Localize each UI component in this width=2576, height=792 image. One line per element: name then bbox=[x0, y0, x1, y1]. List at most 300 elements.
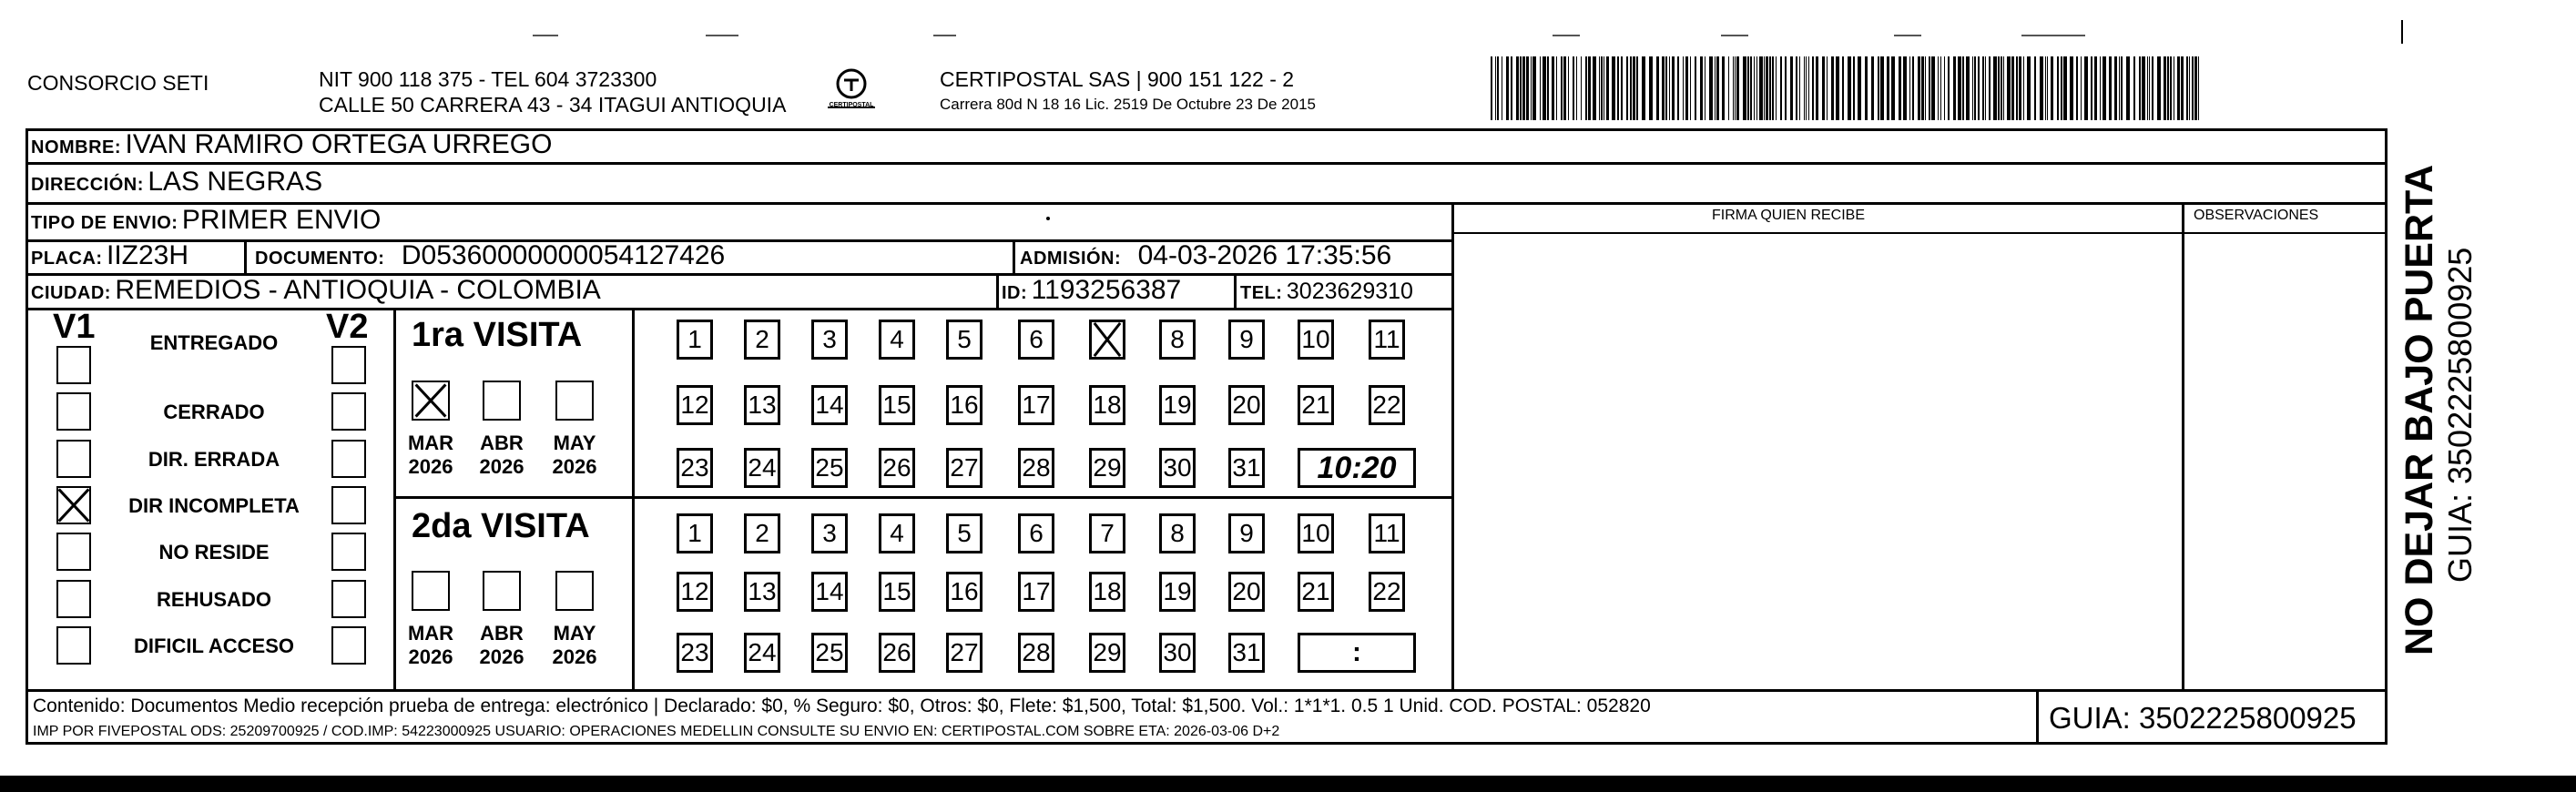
barcode-bar bbox=[1656, 56, 1659, 120]
visit2-day-box[interactable]: 21 bbox=[1298, 572, 1334, 612]
imp-line: IMP POR FIVEPOSTAL ODS: 25209700925 / COD.IMP: 54223000925 USUARIO: OPERACIONES MEDELLIN CONSULTE SU ENVIO EN: CERTIPOSTAL.COM SOBRE ETA: 2026-03-06 D+2 bbox=[33, 724, 1280, 739]
visit2-day-box[interactable]: 22 bbox=[1369, 572, 1405, 612]
visit1-day-box[interactable]: 21 bbox=[1298, 385, 1334, 425]
barcode-bar bbox=[1532, 56, 1536, 120]
placa-label: PLACA: bbox=[31, 249, 103, 269]
visit2-day-box[interactable]: 31 bbox=[1228, 633, 1265, 673]
barcode-bar bbox=[1831, 56, 1834, 120]
visit1-day-box[interactable]: 10 bbox=[1298, 320, 1334, 360]
barcode-bar bbox=[1858, 56, 1861, 120]
barcode-bar bbox=[1581, 56, 1582, 120]
barcode-bar bbox=[1993, 56, 1997, 120]
barcode-bar bbox=[1804, 56, 1805, 120]
v1-checkbox[interactable] bbox=[56, 440, 91, 478]
barcode-bar bbox=[1716, 56, 1719, 120]
visit1-day-box[interactable]: 9 bbox=[1228, 320, 1265, 360]
observaciones-label: OBSERVACIONES bbox=[2194, 208, 2319, 223]
barcode-bar bbox=[1630, 56, 1632, 120]
barcode-bar bbox=[2139, 56, 2141, 120]
barcode-bar bbox=[1816, 56, 1818, 120]
month-label bbox=[470, 622, 534, 669]
barcode bbox=[1491, 56, 2206, 120]
v1-checkbox[interactable] bbox=[56, 533, 91, 571]
barcode-bar bbox=[1925, 56, 1926, 120]
barcode-bar bbox=[1612, 56, 1615, 120]
barcode-bar bbox=[1808, 56, 1809, 120]
visit2-title: 2da VISITA bbox=[412, 507, 590, 545]
barcode-bar bbox=[1978, 56, 1980, 120]
barcode-bar bbox=[1812, 56, 1814, 120]
row-divider bbox=[25, 162, 2388, 165]
visit2-day-box[interactable]: 4 bbox=[879, 513, 915, 553]
visit2-day-box[interactable]: 23 bbox=[677, 633, 713, 673]
barcode-bar bbox=[2167, 56, 2169, 120]
visit2-day-box[interactable]: 25 bbox=[811, 633, 848, 673]
stray-dot bbox=[1046, 217, 1050, 220]
barcode-bar bbox=[1520, 56, 1522, 120]
barcode-bar bbox=[2040, 56, 2043, 120]
barcode-bar bbox=[1769, 56, 1771, 120]
status-label: DIFICIL ACCESO bbox=[133, 635, 294, 657]
ciudad-row bbox=[31, 275, 601, 306]
barcode-bar bbox=[1722, 56, 1725, 120]
v1-checkbox[interactable] bbox=[56, 392, 91, 431]
barcode-bar bbox=[1526, 56, 1529, 120]
barcode-bar bbox=[2027, 56, 2031, 120]
barcode-bar bbox=[1756, 56, 1757, 120]
month-name: MAY bbox=[553, 622, 596, 645]
scan-mark bbox=[706, 35, 738, 36]
barcode-bar bbox=[1865, 56, 1868, 120]
month-name: ABR bbox=[480, 622, 524, 645]
visit1-day-box[interactable]: 20 bbox=[1228, 385, 1265, 425]
barcode-bar bbox=[1912, 56, 1914, 120]
visit1-day-box[interactable]: 2 bbox=[744, 320, 780, 360]
barcode-bar bbox=[1790, 56, 1793, 120]
visit1-day-box[interactable]: 24 bbox=[744, 448, 780, 488]
visit2-day-box[interactable]: 1 bbox=[677, 513, 713, 553]
barcode-bar bbox=[1827, 56, 1828, 120]
barcode-bar bbox=[1588, 56, 1591, 120]
visit1-day-box[interactable]: 29 bbox=[1089, 448, 1125, 488]
visit1-day-box[interactable]: 12 bbox=[677, 385, 713, 425]
barcode-bar bbox=[2007, 56, 2011, 120]
visit1-day-box[interactable]: 3 bbox=[811, 320, 848, 360]
barcode-bar bbox=[1672, 56, 1675, 120]
month-year: 2026 bbox=[552, 645, 597, 668]
barcode-bar bbox=[2114, 56, 2117, 120]
barcode-bar bbox=[1871, 56, 1874, 120]
barcode-bar bbox=[2016, 56, 2018, 120]
visit2-day-box[interactable]: 28 bbox=[1018, 633, 1054, 673]
barcode-bar bbox=[1899, 56, 1901, 120]
visit2-day-box[interactable]: 9 bbox=[1228, 513, 1265, 553]
barcode-bar bbox=[1736, 56, 1739, 120]
visit1-day-box[interactable]: 25 bbox=[811, 448, 848, 488]
col-divider bbox=[1234, 273, 1237, 308]
month-year: 2026 bbox=[479, 645, 524, 668]
v2-checkbox[interactable] bbox=[331, 486, 366, 524]
footer-guia: GUIA: 3502225800925 bbox=[2049, 701, 2357, 735]
barcode-bar bbox=[1806, 56, 1807, 120]
barcode-bar bbox=[1695, 56, 1696, 120]
scan-mark bbox=[2401, 20, 2403, 44]
nombre-value: IVAN RAMIRO ORTEGA URREGO bbox=[125, 129, 553, 159]
barcode-bar bbox=[1766, 56, 1768, 120]
barcode-bar bbox=[2119, 56, 2120, 120]
barcode-bar bbox=[1573, 56, 1574, 120]
barcode-bar bbox=[1495, 56, 1496, 120]
barcode-bar bbox=[1998, 56, 2000, 120]
visit1-day-box[interactable]: 19 bbox=[1159, 385, 1196, 425]
month-checkbox[interactable] bbox=[483, 381, 521, 421]
month-label bbox=[399, 622, 463, 669]
barcode-bar bbox=[2126, 56, 2130, 120]
month-checkbox[interactable] bbox=[483, 571, 521, 611]
col-divider bbox=[2182, 202, 2184, 689]
footer-divider bbox=[25, 689, 2388, 692]
visit2-day-box[interactable]: 8 bbox=[1159, 513, 1196, 553]
visit1-day-box[interactable] bbox=[1089, 320, 1125, 360]
barcode-bar bbox=[1642, 56, 1645, 120]
visit1-day-box[interactable]: 27 bbox=[946, 448, 983, 488]
barcode-bar bbox=[1552, 56, 1554, 120]
barcode-bar bbox=[1918, 56, 1920, 120]
visit1-day-box[interactable]: 22 bbox=[1369, 385, 1405, 425]
barcode-bar bbox=[2157, 56, 2161, 120]
scan-mark bbox=[2021, 35, 2085, 36]
visit1-day-box[interactable]: 4 bbox=[879, 320, 915, 360]
barcode-bar bbox=[1938, 56, 1939, 120]
barcode-bar bbox=[1743, 56, 1746, 120]
visit2-day-box[interactable]: 14 bbox=[811, 572, 848, 612]
barcode-bar bbox=[2045, 56, 2046, 120]
barcode-bar bbox=[2192, 56, 2194, 120]
barcode-bar bbox=[1728, 56, 1729, 120]
visit1-day-box[interactable]: 11 bbox=[1369, 320, 1405, 360]
barcode-bar bbox=[1506, 56, 1509, 120]
visit1-day-box[interactable]: 28 bbox=[1018, 448, 1054, 488]
firma-header-divider bbox=[1451, 232, 2388, 234]
month-label bbox=[470, 432, 534, 479]
barcode-bar bbox=[1880, 56, 1884, 120]
barcode-bar bbox=[2189, 56, 2190, 120]
barcode-bar bbox=[1735, 56, 1736, 120]
barcode-bar bbox=[2164, 56, 2166, 120]
barcode-bar bbox=[2198, 56, 2199, 120]
barcode-bar bbox=[1972, 56, 1973, 120]
visit1-day-box[interactable]: 5 bbox=[946, 320, 983, 360]
barcode-bar bbox=[1944, 56, 1945, 120]
barcode-bar bbox=[1747, 56, 1749, 120]
barcode-bar bbox=[1982, 56, 1984, 120]
barcode-bar bbox=[2034, 56, 2036, 120]
address-line: CALLE 50 CARRERA 43 - 34 ITAGUI ANTIOQUIA bbox=[319, 93, 787, 117]
visit2-day-box[interactable]: 13 bbox=[744, 572, 780, 612]
barcode-bar bbox=[1563, 56, 1566, 120]
barcode-bar bbox=[2170, 56, 2172, 120]
status-label: DIR INCOMPLETA bbox=[128, 494, 300, 517]
barcode-bar bbox=[2061, 56, 2062, 120]
v2-checkbox[interactable] bbox=[331, 533, 366, 571]
barcode-bar bbox=[2057, 56, 2059, 120]
barcode-bar bbox=[2070, 56, 2073, 120]
month-checkbox[interactable] bbox=[555, 381, 594, 421]
visit-divider bbox=[393, 496, 1451, 499]
barcode-bar bbox=[1685, 56, 1688, 120]
tel-value: 3023629310 bbox=[1286, 279, 1413, 304]
visit2-day-box[interactable]: 15 bbox=[879, 572, 915, 612]
id-value: 1193256387 bbox=[1031, 275, 1182, 305]
visit2-day-box[interactable]: 29 bbox=[1089, 633, 1125, 673]
visit1-day-box[interactable]: 26 bbox=[879, 448, 915, 488]
visit2-day-box[interactable]: 19 bbox=[1159, 572, 1196, 612]
barcode-bar bbox=[1511, 56, 1512, 120]
no-dejar-text: NO DEJAR BAJO PUERTA bbox=[2398, 164, 2441, 655]
barcode-bar bbox=[2051, 56, 2053, 120]
visit2-day-box[interactable]: 12 bbox=[677, 572, 713, 612]
barcode-bar bbox=[1958, 56, 1961, 120]
nombre-row bbox=[31, 129, 552, 160]
month-checkbox[interactable] bbox=[412, 571, 450, 611]
barcode-bar bbox=[1700, 56, 1703, 120]
id-label: ID: bbox=[1002, 283, 1028, 303]
visit1-day-box[interactable]: 30 bbox=[1159, 448, 1196, 488]
visit2-day-box[interactable]: 20 bbox=[1228, 572, 1265, 612]
admision-value: 04-03-2026 17:35:56 bbox=[1137, 240, 1392, 270]
barcode-bar bbox=[2003, 56, 2004, 120]
col-divider bbox=[996, 273, 999, 308]
visit2-day-box[interactable]: 6 bbox=[1018, 513, 1054, 553]
ciudad-label: CIUDAD: bbox=[31, 283, 111, 303]
barcode-bar bbox=[1799, 56, 1800, 120]
barcode-bar bbox=[1842, 56, 1844, 120]
v1-checkbox[interactable] bbox=[56, 486, 91, 524]
documento-row bbox=[255, 240, 725, 271]
visit2-day-box[interactable]: 7 bbox=[1089, 513, 1125, 553]
visit1-day-box[interactable]: 1 bbox=[677, 320, 713, 360]
visit2-day-box[interactable]: 26 bbox=[879, 633, 915, 673]
visit2-day-box[interactable]: 17 bbox=[1018, 572, 1054, 612]
col-divider bbox=[2036, 689, 2039, 745]
barcode-bar bbox=[2084, 56, 2088, 120]
month-label bbox=[399, 432, 463, 479]
barcode-bar bbox=[1540, 56, 1541, 120]
barcode-bar bbox=[1909, 56, 1910, 120]
firma-label: FIRMA QUIEN RECIBE bbox=[1712, 208, 1866, 223]
barcode-bar bbox=[1491, 56, 1492, 120]
barcode-bar bbox=[1853, 56, 1855, 120]
barcode-bar bbox=[1621, 56, 1623, 120]
visit1-day-box[interactable]: 13 bbox=[744, 385, 780, 425]
documento-label: DOCUMENTO: bbox=[255, 249, 385, 269]
scan-mark bbox=[933, 35, 956, 36]
tipo-label: TIPO DE ENVIO: bbox=[31, 213, 178, 233]
placa-value: IIZ23H bbox=[107, 240, 189, 270]
visit1-day-box[interactable]: 8 bbox=[1159, 320, 1196, 360]
visit2-day-box[interactable]: 30 bbox=[1159, 633, 1196, 673]
row-divider bbox=[25, 308, 1451, 310]
visit2-day-box[interactable]: 16 bbox=[946, 572, 983, 612]
visit2-day-box[interactable]: 18 bbox=[1089, 572, 1125, 612]
month-checkbox[interactable] bbox=[555, 571, 594, 611]
barcode-bar bbox=[1764, 56, 1765, 120]
barcode-bar bbox=[1903, 56, 1907, 120]
visit1-day-box[interactable]: 31 bbox=[1228, 448, 1265, 488]
barcode-bar bbox=[2076, 56, 2078, 120]
content-line: Contenido: Documentos Medio recepción prueba de entrega: electrónico | Declarado: $0, % Seguro: $0, Otros: $0, Flete: $1,500, Total: $1,500. Vol.: 1*1*1. 0.5 1 Unid. COD. POSTAL: 052820 bbox=[33, 696, 1651, 716]
barcode-bar bbox=[1599, 56, 1600, 120]
barcode-bar bbox=[2121, 56, 2123, 120]
barcode-bar bbox=[1556, 56, 1557, 120]
v2-checkbox[interactable] bbox=[331, 392, 366, 431]
tipo-row bbox=[31, 205, 381, 236]
barcode-bar bbox=[2149, 56, 2150, 120]
month-year: 2026 bbox=[479, 455, 524, 478]
v1-checkbox[interactable] bbox=[56, 580, 91, 618]
barcode-bar bbox=[1516, 56, 1519, 120]
license-line: Carrera 80d N 18 16 Lic. 2519 De Octubre 23 De 2015 bbox=[940, 96, 1316, 113]
barcode-bar bbox=[2023, 56, 2024, 120]
barcode-bar bbox=[2181, 56, 2184, 120]
barcode-bar bbox=[2019, 56, 2021, 120]
barcode-bar bbox=[2011, 56, 2014, 120]
visit1-day-box[interactable]: 16 bbox=[946, 385, 983, 425]
v1-checkbox[interactable] bbox=[56, 346, 91, 384]
visit2-day-box[interactable]: 11 bbox=[1369, 513, 1405, 553]
barcode-bar bbox=[1633, 56, 1635, 120]
barcode-bar bbox=[1754, 56, 1755, 120]
visit1-time-box[interactable]: 10:20 bbox=[1298, 448, 1416, 488]
barcode-bar bbox=[1948, 56, 1950, 120]
barcode-bar bbox=[1715, 56, 1716, 120]
barcode-bar bbox=[1878, 56, 1879, 120]
scan-mark bbox=[533, 35, 558, 36]
barcode-bar bbox=[1962, 56, 1964, 120]
side-guia-text: GUIA: 3502225800925 bbox=[2441, 247, 2479, 583]
barcode-bar bbox=[1522, 56, 1525, 120]
barcode-bar bbox=[2081, 56, 2082, 120]
barcode-bar bbox=[1772, 56, 1774, 120]
barcode-bar bbox=[1665, 56, 1667, 120]
barcode-bar bbox=[1585, 56, 1587, 120]
id-row bbox=[1002, 275, 1181, 306]
status-label: NO RESIDE bbox=[158, 541, 270, 564]
barcode-bar bbox=[1796, 56, 1797, 120]
direccion-value: LAS NEGRAS bbox=[148, 167, 323, 197]
barcode-bar bbox=[1985, 56, 1986, 120]
visit2-day-box[interactable]: 5 bbox=[946, 513, 983, 553]
barcode-bar bbox=[2109, 56, 2112, 120]
placa-row bbox=[31, 240, 188, 271]
barcode-bar bbox=[1929, 56, 1930, 120]
nombre-label: NOMBRE: bbox=[31, 137, 122, 157]
visit2-day-box[interactable]: 3 bbox=[811, 513, 848, 553]
status-label: REHUSADO bbox=[157, 588, 271, 611]
tipo-value: PRIMER ENVIO bbox=[181, 205, 382, 235]
barcode-bar bbox=[1547, 56, 1549, 120]
visit1-day-box[interactable]: 14 bbox=[811, 385, 848, 425]
month-year: 2026 bbox=[408, 645, 453, 668]
visit1-day-box[interactable]: 23 bbox=[677, 448, 713, 488]
status-label: CERRADO bbox=[163, 401, 265, 423]
barcode-bar bbox=[1593, 56, 1596, 120]
tel-label: TEL: bbox=[1240, 283, 1283, 303]
direccion-row bbox=[31, 167, 322, 198]
col-divider bbox=[244, 239, 247, 273]
visit2-time-box[interactable]: : bbox=[1298, 633, 1416, 673]
barcode-bar bbox=[2147, 56, 2148, 120]
month-name: MAR bbox=[407, 622, 454, 645]
visit1-day-box[interactable]: 15 bbox=[879, 385, 915, 425]
barcode-bar bbox=[1989, 56, 1991, 120]
barcode-bar bbox=[1891, 56, 1895, 120]
col-divider bbox=[1451, 202, 1454, 689]
barcode-bar bbox=[1662, 56, 1665, 120]
barcode-bar bbox=[1669, 56, 1670, 120]
visit1-day-box[interactable]: 18 bbox=[1089, 385, 1125, 425]
visit2-day-box[interactable]: 10 bbox=[1298, 513, 1334, 553]
visit1-day-box[interactable]: 17 bbox=[1018, 385, 1054, 425]
barcode-bar bbox=[1561, 56, 1563, 120]
barcode-bar bbox=[1709, 56, 1713, 120]
v2-checkbox[interactable] bbox=[331, 580, 366, 618]
barcode-bar bbox=[1848, 56, 1851, 120]
visit2-day-box[interactable]: 27 bbox=[946, 633, 983, 673]
barcode-bar bbox=[1606, 56, 1609, 120]
month-name: ABR bbox=[480, 432, 524, 454]
visit1-day-box[interactable]: 6 bbox=[1018, 320, 1054, 360]
status-label: ENTREGADO bbox=[149, 331, 279, 354]
v1-checkbox[interactable] bbox=[56, 626, 91, 665]
barcode-bar bbox=[2103, 56, 2106, 120]
nit-line: NIT 900 118 375 - TEL 604 3723300 bbox=[319, 67, 657, 91]
scan-mark bbox=[1721, 35, 1748, 36]
month-label bbox=[543, 622, 606, 669]
barcode-bar bbox=[1953, 56, 1956, 120]
barcode-bar bbox=[2063, 56, 2067, 120]
col-divider bbox=[1013, 239, 1015, 273]
barcode-bar bbox=[1759, 56, 1763, 120]
certipostal-logo bbox=[824, 64, 879, 117]
barcode-bar bbox=[1568, 56, 1569, 120]
month-name: MAR bbox=[407, 432, 454, 454]
barcode-bar bbox=[1733, 56, 1734, 120]
barcode-bar bbox=[1940, 56, 1941, 120]
barcode-bar bbox=[1626, 56, 1628, 120]
v2-label: V2 bbox=[326, 308, 369, 346]
barcode-bar bbox=[2152, 56, 2153, 120]
barcode-bar bbox=[1543, 56, 1546, 120]
barcode-bar bbox=[1776, 56, 1777, 120]
v2-checkbox[interactable] bbox=[331, 346, 366, 384]
barcode-bar bbox=[1497, 56, 1499, 120]
barcode-bar bbox=[1921, 56, 1924, 120]
visit2-day-box[interactable]: 24 bbox=[744, 633, 780, 673]
barcode-bar bbox=[1636, 56, 1638, 120]
barcode-bar bbox=[1822, 56, 1825, 120]
v2-checkbox[interactable] bbox=[331, 626, 366, 665]
month-name: MAY bbox=[553, 432, 596, 454]
bottom-edge-bar bbox=[0, 776, 2576, 792]
v2-checkbox[interactable] bbox=[331, 440, 366, 478]
barcode-bar bbox=[1931, 56, 1935, 120]
barcode-bar bbox=[1966, 56, 1970, 120]
month-label bbox=[543, 432, 606, 479]
month-checkbox[interactable] bbox=[412, 381, 450, 421]
visit2-day-box[interactable]: 2 bbox=[744, 513, 780, 553]
certipostal-line: CERTIPOSTAL SAS | 900 151 122 - 2 bbox=[940, 67, 1295, 91]
